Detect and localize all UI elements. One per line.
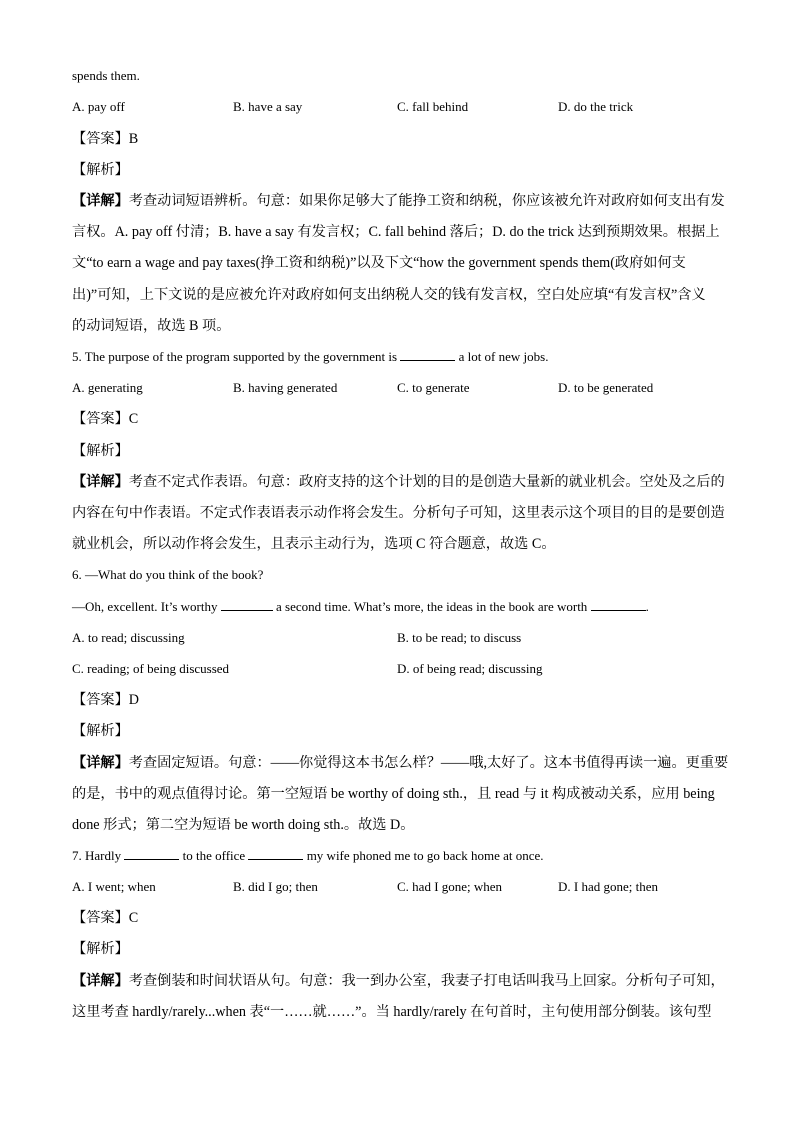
q7-explanation-2: 这里考查 hardly/rarely...when 表“一……就……”。当 hardly/rarely 在句首时，主句使用部分倒装。该句型 — [72, 1004, 712, 1020]
q6-option-a: A. to read; discussing — [72, 630, 185, 645]
q4-option-b: B. have a say — [233, 99, 303, 114]
q4-option-a: A. pay off — [72, 99, 125, 114]
q7-option-c: C. had I gone; when — [397, 879, 503, 894]
q4-analysis-heading: 【解析】 — [72, 162, 129, 178]
q7-analysis-heading: 【解析】 — [72, 941, 129, 957]
q7-option-d: D. I had gone; then — [558, 879, 659, 894]
q6-analysis-heading: 【解析】 — [72, 723, 129, 739]
q5-explanation-1: 【详解】考查不定式作表语。句意：政府支持的这个计划的目的是创造大量新的就业机会。空处及之后的 — [72, 474, 725, 490]
q5-explanation-3: 就业机会，所以动作将会发生，且表示主动行为，选项 C 符合题意，故选 C。 — [72, 536, 556, 552]
q5-option-b: B. having generated — [233, 380, 338, 395]
q7-answer: 【答案】C — [72, 910, 139, 926]
q6-option-b: B. to be read; to discuss — [397, 630, 522, 645]
q6-option-c: C. reading; of being discussed — [72, 661, 230, 676]
q4-explanation-2: 言权。A. pay off 付清；B. have a say 有发言权；C. fall behind 落后；D. do the trick 达到预期效果。根据上 — [72, 224, 720, 240]
answer-blank — [400, 348, 455, 361]
question-6-stem: 6. —What do you think of the book? — [72, 567, 264, 582]
q6-explanation-3: done 形式；第二空为短语 be worth doing sth.。故选 D。 — [72, 817, 415, 833]
answer-blank — [221, 598, 273, 611]
q5-answer: 【答案】C — [72, 411, 139, 427]
question-5-stem: 5. The purpose of the program supported by the government is a lot of new jobs. — [72, 349, 549, 364]
q5-option-c: C. to generate — [397, 380, 470, 395]
q4-explanation-3: 文“to earn a wage and pay taxes(挣工资和纳税)”以及下文“how the government spends them(政府如何支 — [72, 255, 686, 271]
answer-blank — [124, 847, 179, 860]
q6-explanation-1: 【详解】考查固定短语。句意：——你觉得这本书怎么样？——哦,太好了。这本书值得再读一遍。更重要 — [72, 755, 729, 771]
q4-option-d: D. do the trick — [558, 99, 634, 114]
q6-answer: 【答案】D — [72, 692, 140, 708]
answer-blank — [591, 598, 646, 611]
question-7-stem: 7. Hardly to the office my wife phoned me to go back home at once. — [72, 848, 544, 863]
q4-answer — [72, 130, 138, 148]
answer-value: B — [128, 131, 139, 147]
q6-explanation-2: 的是，书中的观点值得讨论。第一空短语 be worthy of doing sth.，且 read 与 it 构成被动关系，应用 being — [72, 786, 715, 802]
question-4-stem-end: spends them. — [72, 68, 140, 83]
q4-explanation-1: 【详解】考查动词短语辨析。句意：如果你足够大了能挣工资和纳税，你应该被允许对政府如何支出有发 — [72, 193, 725, 209]
q5-analysis-heading: 【解析】 — [72, 443, 129, 459]
q7-explanation-1: 【详解】考查倒装和时间状语从句。句意：我一到办公室，我妻子打电话叫我马上回家。分析句子可知， — [72, 973, 725, 989]
answer-label: 【答案】 — [72, 131, 129, 147]
q7-option-a: A. I went; when — [72, 879, 156, 894]
q4-explanation-4: 出)”可知，上下文说的是应被允许对政府如何支出纳税人交的钱有发言权，空白处应填“有发言权”含义 — [72, 287, 706, 303]
q4-explanation-5: 的动词短语，故选 B 项。 — [72, 318, 231, 334]
question-6-reply: —Oh, excellent. It’s worthy a second time. What’s more, the ideas in the book are worth . — [72, 599, 649, 614]
q4-option-c: C. fall behind — [397, 99, 469, 114]
q5-explanation-2: 内容在句中作表语。不定式作表语表示动作将会发生。分析句子可知，这里表示这个项目的目的是要创造 — [72, 505, 725, 521]
q7-option-b: B. did I go; then — [233, 879, 318, 894]
answer-blank — [248, 847, 303, 860]
q5-option-d: D. to be generated — [558, 380, 654, 395]
q6-option-d: D. of being read; discussing — [397, 661, 543, 676]
q5-option-a: A. generating — [72, 380, 143, 395]
